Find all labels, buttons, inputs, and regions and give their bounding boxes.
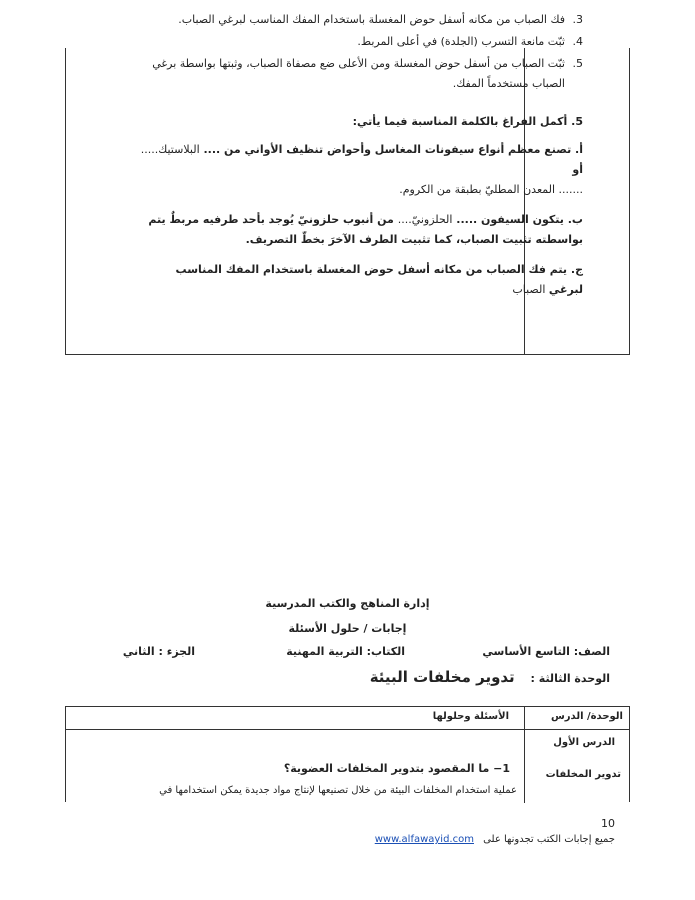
column-header-questions: الأسئلة وحلولها: [432, 711, 509, 722]
answer-a: أ. تصنع معظم أنواع سيفونات المغاسل وأحواض تنظيف الأواني من .... البلاستيك..... أو ....... المعدن المطليّ بطبقة من الكروم.: [140, 143, 583, 196]
answer-b: ب. يتكون السيفون ..... الحلزونيّ.... من أنبوب حلزونيّ يُوجد بأحد طرفيه مربطٌ يتم بواسطته تثبيت الصباب، كما تثبيت الطرف الآخرَ بخطّ التصريف.: [148, 213, 583, 246]
unit-title: تدوير مخلفات البيئة: [369, 668, 515, 686]
answer-1: عملية استخدام المخلفات البيئة من خلال تصنيعها لإنتاج مواد جديدة يمكن استخدامها في: [159, 785, 517, 796]
exercise-heading: 5. أكمل الفراغ بالكلمة المناسبة فيما يأتي:: [352, 115, 583, 128]
answer-c: ج. يتم فك الصباب من مكانه أسفل حوض المغسلة باستخدام المفك المناسب لبرغي الصباب: [175, 263, 583, 296]
footer-text: جميع إجابات الكتب تجدونها على: [483, 834, 615, 845]
table-column-divider: [524, 707, 525, 803]
lesson-name: تدوير المخلفات: [545, 769, 621, 780]
book-label: الكتاب: التربية المهنية: [286, 645, 405, 658]
table-header-divider: [66, 729, 629, 730]
question-1: 1− ما المقصود بتدوير المخلفات العضوية؟: [283, 762, 510, 775]
list-item: 5. ثبّت الصباب من أسفل حوض المغسلة ومن الأعلى ضع مصفاة الصباب، وثبتها بواسطة برغي الصباب مستخدماً المفك.: [152, 57, 583, 90]
lesson-number: الدرس الأول: [553, 737, 615, 748]
column-header-unit: الوحدة/ الدرس: [551, 711, 623, 722]
top-content: [138, 10, 583, 310]
website-link[interactable]: www.alfawayid.com: [374, 834, 474, 845]
footer: [375, 834, 615, 845]
part-label: الجزء : الثاني: [122, 645, 195, 658]
unit-label: الوحدة الثالثة :: [530, 672, 610, 685]
unit-row: [370, 668, 610, 690]
list-item: 4. ثبّت مانعة التسرب (الجلدة) في أعلى المربط.: [357, 35, 583, 48]
list-item: 3. فك الصباب من مكانه أسفل حوض المغسلة باستخدام المفك المناسب لبرغي الصباب.: [178, 13, 583, 26]
department-title: إدارة المناهج والكتب المدرسية: [265, 597, 430, 610]
grade-label: الصف: التاسع الأساسي: [482, 645, 610, 658]
meta-row: [0, 645, 695, 661]
answers-title: إجابات / حلول الأسئلة: [288, 622, 407, 635]
lesson-table: [65, 706, 630, 802]
page-number: 10: [601, 817, 615, 830]
